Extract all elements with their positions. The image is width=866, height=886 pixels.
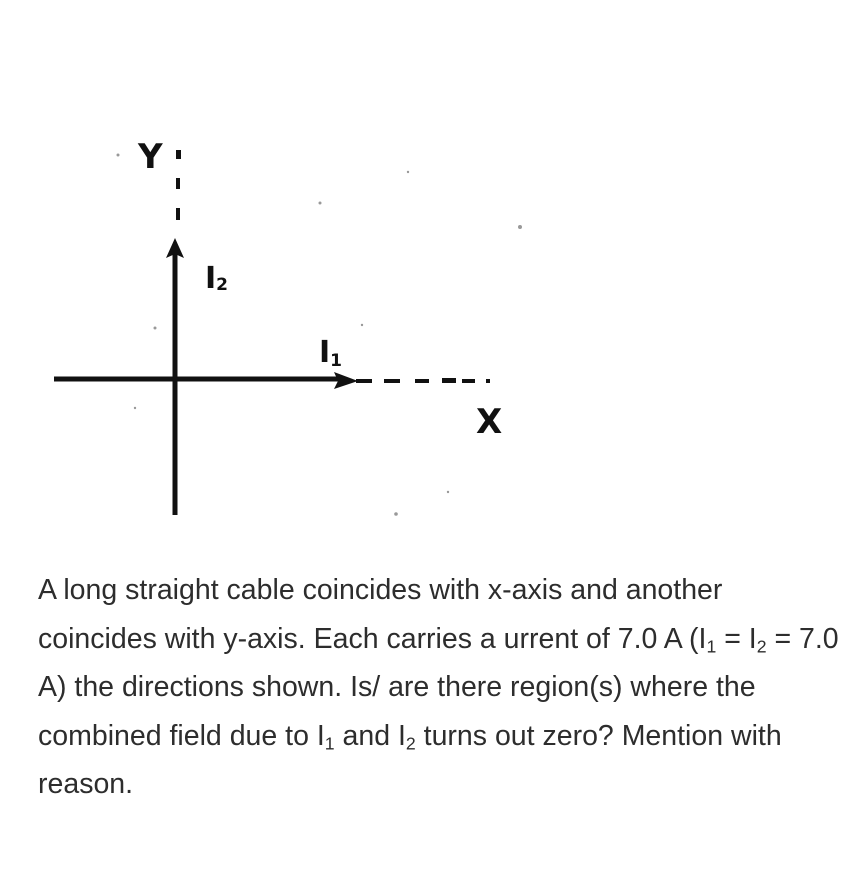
x-axis-label: X — [476, 402, 503, 442]
label-i1: I1 — [319, 335, 343, 371]
y-axis-dashed — [176, 150, 181, 220]
question-text: A long straight cable coincides with x-axis and another coincides with y-axis. Each carries a urrent of 7.0 A ($I_1 = I_2 = 7.0$ A) the directions shown. Is/ are there region(s) where the combined field due to $I_1$ and $I_2$ turns out zero? Mention with reason. — [38, 574, 839, 800]
label-i2: I2 — [205, 261, 229, 296]
y-axis-label: Y — [138, 137, 163, 177]
x-axis-dashed — [356, 378, 490, 383]
